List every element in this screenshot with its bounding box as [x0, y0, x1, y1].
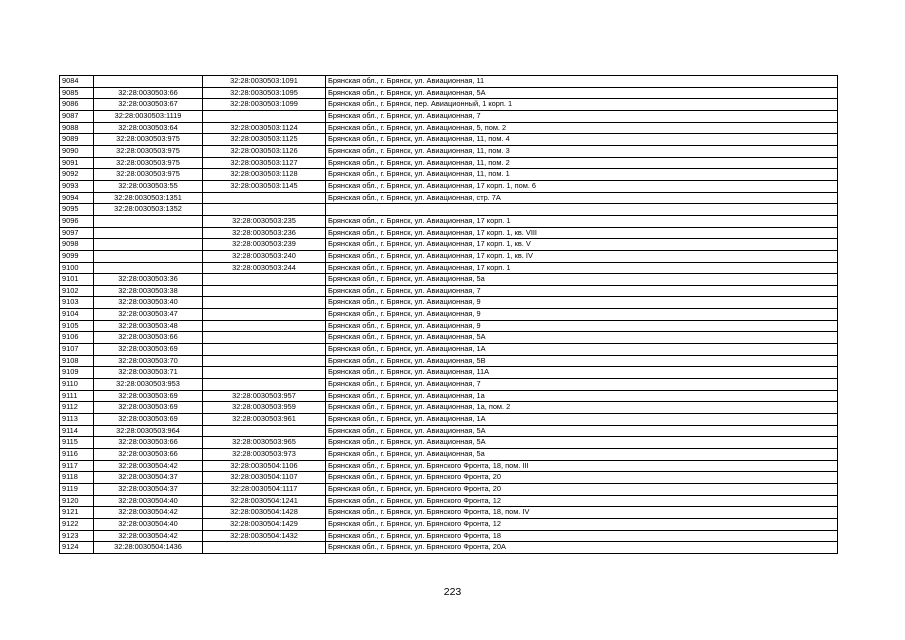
- row-number-cell: 9086: [60, 99, 94, 111]
- table-row: [60, 309, 838, 321]
- address-cell: Брянская обл., г. Брянск, ул. Авиационная, 11, пом. 1: [326, 169, 838, 181]
- address-cell: Брянская обл., г. Брянск, ул. Авиационная, 5А: [326, 425, 838, 437]
- address-cell: Брянская обл., г. Брянск, ул. Авиационная, 5а: [326, 274, 838, 286]
- table-row: [60, 87, 838, 99]
- address-cell: Брянская обл., г. Брянск, ул. Авиационная, 9: [326, 309, 838, 321]
- table-row: [60, 425, 838, 437]
- address-cell: Брянская обл., г. Брянск, ул. Авиационная, 5А: [326, 87, 838, 99]
- table-row: [60, 530, 838, 542]
- cadastral-number-cell: 32:28:0030504:1436: [94, 542, 203, 554]
- object-cadastral-number-cell: 32:28:0030503:235: [203, 215, 326, 227]
- cadastral-number-cell: 32:28:0030503:66: [94, 87, 203, 99]
- table-row: [60, 134, 838, 146]
- address-cell: Брянская обл., г. Брянск, ул. Брянского Фронта, 20: [326, 472, 838, 484]
- object-cadastral-number-cell: 32:28:0030503:240: [203, 250, 326, 262]
- table-row: [60, 449, 838, 461]
- row-number-cell: 9108: [60, 355, 94, 367]
- address-cell: Брянская обл., г. Брянск, ул. Авиационная, 1А: [326, 344, 838, 356]
- table-row: [60, 402, 838, 414]
- table-row: [60, 76, 838, 88]
- cadastral-number-cell: 32:28:0030503:69: [94, 402, 203, 414]
- row-number-cell: 9122: [60, 518, 94, 530]
- table-row: [60, 204, 838, 216]
- row-number-cell: 9090: [60, 145, 94, 157]
- cadastral-number-cell: 32:28:0030503:975: [94, 134, 203, 146]
- object-cadastral-number-cell: 32:28:0030503:1124: [203, 122, 326, 134]
- table-row: [60, 379, 838, 391]
- table-row: [60, 110, 838, 122]
- table-row: [60, 122, 838, 134]
- object-cadastral-number-cell: [203, 320, 326, 332]
- address-cell: Брянская обл., г. Брянск, ул. Брянского Фронта, 18, пом. III: [326, 460, 838, 472]
- address-cell: Брянская обл., г. Брянск, ул. Авиационная, 17 корп. 1: [326, 215, 838, 227]
- object-cadastral-number-cell: 32:28:0030503:959: [203, 402, 326, 414]
- table-row: [60, 472, 838, 484]
- row-number-cell: 9111: [60, 390, 94, 402]
- table-row: [60, 192, 838, 204]
- table-row: [60, 542, 838, 554]
- row-number-cell: 9112: [60, 402, 94, 414]
- address-cell: Брянская обл., г. Брянск, ул. Авиационная, 11: [326, 76, 838, 88]
- object-cadastral-number-cell: [203, 285, 326, 297]
- address-cell: Брянская обл., г. Брянск, ул. Авиационная, стр. 7А: [326, 192, 838, 204]
- cadastral-number-cell: 32:28:0030503:66: [94, 332, 203, 344]
- table-row: [60, 355, 838, 367]
- cadastral-number-cell: 32:28:0030503:975: [94, 169, 203, 181]
- cadastral-number-cell: 32:28:0030503:953: [94, 379, 203, 391]
- row-number-cell: 9097: [60, 227, 94, 239]
- row-number-cell: 9118: [60, 472, 94, 484]
- object-cadastral-number-cell: 32:28:0030503:1091: [203, 76, 326, 88]
- page-number: 223: [443, 586, 462, 598]
- table-row: [60, 262, 838, 274]
- row-number-cell: 9115: [60, 437, 94, 449]
- object-cadastral-number-cell: [203, 379, 326, 391]
- object-cadastral-number-cell: [203, 274, 326, 286]
- cadastral-number-cell: 32:28:0030503:70: [94, 355, 203, 367]
- address-cell: Брянская обл., г. Брянск, ул. Авиационная, 5А: [326, 332, 838, 344]
- address-cell: Брянская обл., г. Брянск, ул. Брянского Фронта, 20А: [326, 542, 838, 554]
- address-cell: Брянская обл., г. Брянск, ул. Авиационная, 7: [326, 110, 838, 122]
- object-cadastral-number-cell: 32:28:0030503:1125: [203, 134, 326, 146]
- object-cadastral-number-cell: 32:28:0030503:1126: [203, 145, 326, 157]
- address-cell: Брянская обл., г. Брянск, ул. Авиационная, 9: [326, 320, 838, 332]
- table-row: [60, 250, 838, 262]
- address-cell: Брянская обл., г. Брянск, ул. Авиационная, 1А: [326, 414, 838, 426]
- table-row: [60, 99, 838, 111]
- address-cell: Брянская обл., г. Брянск, ул. Брянского Фронта, 20: [326, 483, 838, 495]
- row-number-cell: 9092: [60, 169, 94, 181]
- object-cadastral-number-cell: 32:28:0030504:1107: [203, 472, 326, 484]
- address-cell: Брянская обл., г. Брянск, ул. Авиационная, 11А: [326, 367, 838, 379]
- row-number-cell: 9100: [60, 262, 94, 274]
- object-cadastral-number-cell: [203, 204, 326, 216]
- cadastral-number-cell: 32:28:0030503:1351: [94, 192, 203, 204]
- object-cadastral-number-cell: 32:28:0030504:1106: [203, 460, 326, 472]
- cadastral-table: [59, 75, 838, 554]
- row-number-cell: 9107: [60, 344, 94, 356]
- address-cell: Брянская обл., г. Брянск, ул. Брянского Фронта, 12: [326, 495, 838, 507]
- cadastral-number-cell: 32:28:0030503:36: [94, 274, 203, 286]
- cadastral-number-cell: 32:28:0030503:67: [94, 99, 203, 111]
- row-number-cell: 9110: [60, 379, 94, 391]
- object-cadastral-number-cell: 32:28:0030503:239: [203, 239, 326, 251]
- object-cadastral-number-cell: [203, 367, 326, 379]
- object-cadastral-number-cell: 32:28:0030503:961: [203, 414, 326, 426]
- row-number-cell: 9096: [60, 215, 94, 227]
- cadastral-number-cell: 32:28:0030503:55: [94, 180, 203, 192]
- address-cell: Брянская обл., г. Брянск, ул. Авиационная, 5, пом. 2: [326, 122, 838, 134]
- table-row: [60, 285, 838, 297]
- table-row: [60, 239, 838, 251]
- cadastral-number-cell: 32:28:0030504:42: [94, 530, 203, 542]
- address-cell: Брянская обл., г. Брянск, ул. Авиационная, 17 корп. 1, кв. VIII: [326, 227, 838, 239]
- cadastral-number-cell: 32:28:0030503:40: [94, 297, 203, 309]
- object-cadastral-number-cell: 32:28:0030504:1432: [203, 530, 326, 542]
- address-cell: Брянская обл., г. Брянск, ул. Авиационная, 7: [326, 379, 838, 391]
- address-cell: Брянская обл., г. Брянск, ул. Авиационная, 5А: [326, 437, 838, 449]
- object-cadastral-number-cell: 32:28:0030503:957: [203, 390, 326, 402]
- cadastral-table-body: [60, 76, 838, 554]
- address-cell: Брянская обл., г. Брянск, ул. Авиационная, 1а, пом. 2: [326, 402, 838, 414]
- object-cadastral-number-cell: [203, 332, 326, 344]
- row-number-cell: 9114: [60, 425, 94, 437]
- address-cell: Брянская обл., г. Брянск, пер. Авиационный, 1 корп. 1: [326, 99, 838, 111]
- object-cadastral-number-cell: [203, 309, 326, 321]
- cadastral-number-cell: [94, 227, 203, 239]
- object-cadastral-number-cell: [203, 297, 326, 309]
- row-number-cell: 9094: [60, 192, 94, 204]
- cadastral-number-cell: [94, 76, 203, 88]
- table-row: [60, 157, 838, 169]
- address-cell: Брянская обл., г. Брянск, ул. Авиационная, 5а: [326, 449, 838, 461]
- table-row: [60, 145, 838, 157]
- row-number-cell: 9098: [60, 239, 94, 251]
- row-number-cell: 9113: [60, 414, 94, 426]
- table-row: [60, 274, 838, 286]
- object-cadastral-number-cell: 32:28:0030504:1117: [203, 483, 326, 495]
- row-number-cell: 9103: [60, 297, 94, 309]
- row-number-cell: 9124: [60, 542, 94, 554]
- address-cell: Брянская обл., г. Брянск, ул. Авиационная, 17 корп. 1, кв. IV: [326, 250, 838, 262]
- object-cadastral-number-cell: [203, 542, 326, 554]
- address-cell: Брянская обл., г. Брянск, ул. Брянского Фронта, 18: [326, 530, 838, 542]
- cadastral-number-cell: 32:28:0030504:42: [94, 460, 203, 472]
- row-number-cell: 9085: [60, 87, 94, 99]
- address-cell: Брянская обл., г. Брянск, ул. Авиационная, 9: [326, 297, 838, 309]
- table-row: [60, 414, 838, 426]
- row-number-cell: 9089: [60, 134, 94, 146]
- object-cadastral-number-cell: 32:28:0030504:1428: [203, 507, 326, 519]
- object-cadastral-number-cell: 32:28:0030503:1127: [203, 157, 326, 169]
- address-cell: Брянская обл., г. Брянск, ул. Авиационная, 17 корп. 1: [326, 262, 838, 274]
- row-number-cell: 9101: [60, 274, 94, 286]
- object-cadastral-number-cell: 32:28:0030504:1429: [203, 518, 326, 530]
- object-cadastral-number-cell: [203, 425, 326, 437]
- row-number-cell: 9117: [60, 460, 94, 472]
- row-number-cell: 9123: [60, 530, 94, 542]
- address-cell: Брянская обл., г. Брянск, ул. Авиационная, 7: [326, 285, 838, 297]
- row-number-cell: 9104: [60, 309, 94, 321]
- cadastral-number-cell: 32:28:0030503:38: [94, 285, 203, 297]
- row-number-cell: 9119: [60, 483, 94, 495]
- address-cell: Брянская обл., г. Брянск, ул. Брянского Фронта, 12: [326, 518, 838, 530]
- table-row: [60, 495, 838, 507]
- cadastral-number-cell: 32:28:0030503:1352: [94, 204, 203, 216]
- row-number-cell: 9093: [60, 180, 94, 192]
- table-row: [60, 332, 838, 344]
- object-cadastral-number-cell: 32:28:0030503:965: [203, 437, 326, 449]
- object-cadastral-number-cell: [203, 192, 326, 204]
- object-cadastral-number-cell: [203, 344, 326, 356]
- cadastral-number-cell: 32:28:0030504:40: [94, 495, 203, 507]
- cadastral-number-cell: 32:28:0030503:66: [94, 437, 203, 449]
- table-row: [60, 320, 838, 332]
- table-row: [60, 367, 838, 379]
- address-cell: Брянская обл., г. Брянск, ул. Авиационная, 11, пом. 4: [326, 134, 838, 146]
- row-number-cell: 9091: [60, 157, 94, 169]
- object-cadastral-number-cell: 32:28:0030503:236: [203, 227, 326, 239]
- cadastral-number-cell: 32:28:0030503:69: [94, 344, 203, 356]
- row-number-cell: 9084: [60, 76, 94, 88]
- address-cell: Брянская обл., г. Брянск, ул. Авиационная, 11, пом. 3: [326, 145, 838, 157]
- cadastral-number-cell: 32:28:0030504:42: [94, 507, 203, 519]
- cadastral-number-cell: 32:28:0030504:37: [94, 483, 203, 495]
- object-cadastral-number-cell: 32:28:0030503:1145: [203, 180, 326, 192]
- address-cell: Брянская обл., г. Брянск, ул. Авиационная, 1а: [326, 390, 838, 402]
- address-cell: Брянская обл., г. Брянск, ул. Авиационная, 17 корп. 1, кв. V: [326, 239, 838, 251]
- cadastral-number-cell: 32:28:0030504:37: [94, 472, 203, 484]
- cadastral-number-cell: 32:28:0030503:975: [94, 157, 203, 169]
- row-number-cell: 9120: [60, 495, 94, 507]
- cadastral-number-cell: [94, 250, 203, 262]
- cadastral-number-cell: [94, 239, 203, 251]
- table-row: [60, 297, 838, 309]
- row-number-cell: 9109: [60, 367, 94, 379]
- object-cadastral-number-cell: 32:28:0030503:1128: [203, 169, 326, 181]
- table-row: [60, 215, 838, 227]
- object-cadastral-number-cell: 32:28:0030503:1099: [203, 99, 326, 111]
- address-cell: Брянская обл., г. Брянск, ул. Авиационная, 11, пом. 2: [326, 157, 838, 169]
- cadastral-number-cell: 32:28:0030503:64: [94, 122, 203, 134]
- address-cell: Брянская обл., г. Брянск, ул. Брянского Фронта, 18, пом. IV: [326, 507, 838, 519]
- cadastral-number-cell: 32:28:0030503:1119: [94, 110, 203, 122]
- table-row: [60, 507, 838, 519]
- address-cell: Брянская обл., г. Брянск, ул. Авиационная, 5В: [326, 355, 838, 367]
- cadastral-number-cell: [94, 262, 203, 274]
- address-cell: [326, 204, 838, 216]
- row-number-cell: 9106: [60, 332, 94, 344]
- cadastral-number-cell: 32:28:0030503:66: [94, 449, 203, 461]
- row-number-cell: 9088: [60, 122, 94, 134]
- cadastral-number-cell: 32:28:0030503:69: [94, 414, 203, 426]
- row-number-cell: 9095: [60, 204, 94, 216]
- cadastral-number-cell: 32:28:0030503:71: [94, 367, 203, 379]
- object-cadastral-number-cell: 32:28:0030503:244: [203, 262, 326, 274]
- object-cadastral-number-cell: [203, 355, 326, 367]
- object-cadastral-number-cell: 32:28:0030503:1095: [203, 87, 326, 99]
- address-cell: Брянская обл., г. Брянск, ул. Авиационная, 17 корп. 1, пом. 6: [326, 180, 838, 192]
- table-row: [60, 460, 838, 472]
- object-cadastral-number-cell: 32:28:0030504:1241: [203, 495, 326, 507]
- table-row: [60, 344, 838, 356]
- table-row: [60, 227, 838, 239]
- row-number-cell: 9099: [60, 250, 94, 262]
- row-number-cell: 9087: [60, 110, 94, 122]
- table-row: [60, 437, 838, 449]
- row-number-cell: 9105: [60, 320, 94, 332]
- object-cadastral-number-cell: 32:28:0030503:973: [203, 449, 326, 461]
- table-row: [60, 518, 838, 530]
- cadastral-number-cell: 32:28:0030503:47: [94, 309, 203, 321]
- cadastral-number-cell: 32:28:0030503:964: [94, 425, 203, 437]
- row-number-cell: 9116: [60, 449, 94, 461]
- row-number-cell: 9102: [60, 285, 94, 297]
- object-cadastral-number-cell: [203, 110, 326, 122]
- table-row: [60, 169, 838, 181]
- cadastral-number-cell: 32:28:0030503:69: [94, 390, 203, 402]
- table-row: [60, 483, 838, 495]
- cadastral-number-cell: [94, 215, 203, 227]
- cadastral-number-cell: 32:28:0030503:975: [94, 145, 203, 157]
- cadastral-number-cell: 32:28:0030503:48: [94, 320, 203, 332]
- table-row: [60, 180, 838, 192]
- table-row: [60, 390, 838, 402]
- cadastral-number-cell: 32:28:0030504:40: [94, 518, 203, 530]
- row-number-cell: 9121: [60, 507, 94, 519]
